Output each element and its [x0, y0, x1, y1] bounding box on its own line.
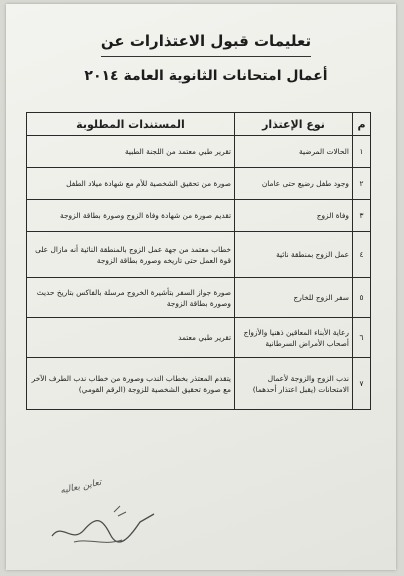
row-docs: صورة من تحقيق الشخصية للأم مع شهادة ميلاد الطفل: [27, 168, 235, 200]
document-title: تعليمات قبول الاعتذارات عن: [100, 32, 312, 50]
row-docs: تقديم صورة من شهادة وفاة الزوج وصورة بطاقة الزوجة: [27, 200, 235, 232]
table-row: [27, 200, 371, 232]
signature-icon: [44, 492, 164, 552]
row-docs: يتقدم المعتذر بخطاب الندب وصورة من خطاب ندب الطرف الآخر مع صورة تحقيق الشخصية للزوجة (الرقم القومي): [27, 358, 235, 410]
row-docs: تقرير طبي معتمد من اللجنة الطبية: [27, 136, 235, 168]
row-num: ٦: [353, 318, 371, 358]
handwritten-note: تعاين بعاليه: [59, 477, 103, 497]
row-docs: خطاب معتمد من جهة عمل الزوج بالمنطقة النائية أنه مازال على قوة العمل حتى تاريخه وصورة بطاقة الزوجة: [27, 232, 235, 278]
title-underline: [101, 56, 311, 57]
table-row: [27, 168, 371, 200]
table-row: [27, 232, 371, 278]
row-num: ٥: [353, 278, 371, 318]
document-subtitle: أعمال امتحانات الثانوية العامة ٢٠١٤: [84, 68, 328, 84]
row-reason: وفاة الزوج: [235, 200, 353, 232]
excuses-table: [26, 112, 371, 410]
row-num: ٣: [353, 200, 371, 232]
row-reason: الحالات المرضية: [235, 136, 353, 168]
row-num: ٤: [353, 232, 371, 278]
header-docs: المستندات المطلوبة: [27, 113, 235, 136]
row-num: ٢: [353, 168, 371, 200]
header-reason: نوع الإعتذار: [235, 113, 353, 136]
row-num: ٧: [353, 358, 371, 410]
header-num: م: [353, 113, 371, 136]
row-reason: سفر الزوج للخارج: [235, 278, 353, 318]
row-reason: رعاية الأبناء المعاقين ذهنيا والأزواج أصحاب الأمراض السرطانية: [235, 318, 353, 358]
row-docs: تقرير طبي معتمد: [27, 318, 235, 358]
table-row: [27, 318, 371, 358]
row-num: ١: [353, 136, 371, 168]
row-reason: وجود طفل رضيع حتى عامان: [235, 168, 353, 200]
row-docs: صورة جواز السفر بتأشيرة الخروج مرسلة بالفاكس بتاريخ حديث وصورة بطاقة الزوجة: [27, 278, 235, 318]
table-row: [27, 278, 371, 318]
row-reason: ندب الزوج والزوجة لأعمال الامتحانات (يقبل اعتذار أحدهما): [235, 358, 353, 410]
table-header-row: [27, 113, 371, 136]
row-reason: عمل الزوج بمنطقة نائية: [235, 232, 353, 278]
table-row: [27, 136, 371, 168]
table-row: [27, 358, 371, 410]
